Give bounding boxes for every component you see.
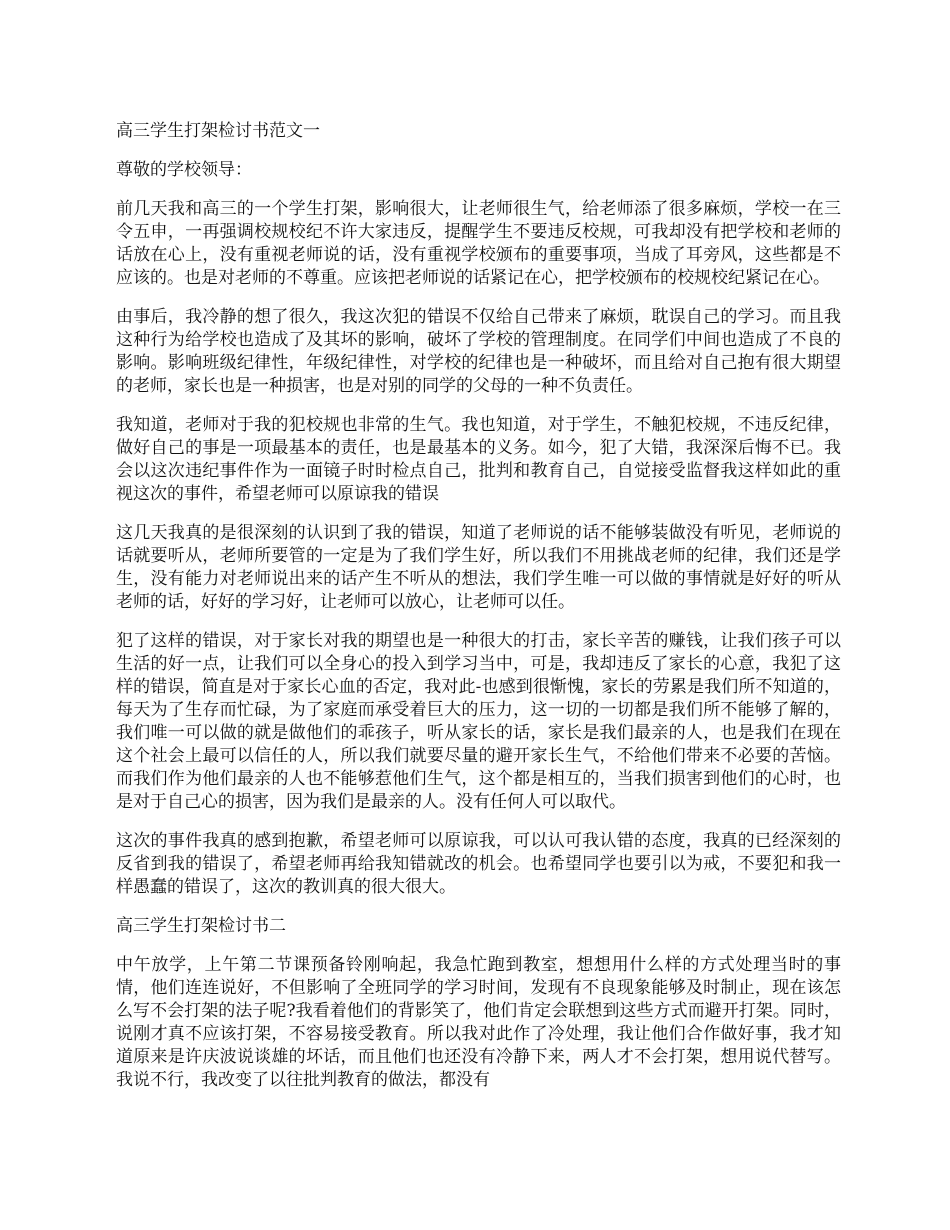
paragraph-7: 中午放学，上午第二节课预备铃刚响起，我急忙跑到教室，想想用什么样的方式处理当时的事情，他们连连说好，不但影响了全班同学的学习时间，发现有不良现象能够及时制止，现在该怎么写不会打架的法子呢?我看着他们的背影笑了，他们肯定会联想到这些方式而避开打架。同时，说刚才真不应该打架，不容易接受教育。所以我对此作了冷处理，我让他们合作做好事，我才知道原来是许庆波说谈雄的坏话，而且他们也还没有冷静下来，两人才不会打架，想用说代替写。我说不行，我改变了以往批判教育的做法，都没有 <box>116 955 841 1090</box>
salutation: 尊敬的学校领导： <box>116 160 252 180</box>
section-title-1: 高三学生打架检讨书范文一 <box>116 121 320 141</box>
paragraph-6: 这次的事件我真的感到抱歉，希望老师可以原谅我，可以认可我认错的态度，我真的已经深刻的反省到我的错误了，希望老师再给我知错就改的机会。也希望同学也要引以为戒，不要犯和我一样愚蠢的错误了，这次的教训真的很大很大。 <box>116 831 841 897</box>
paragraph-3: 我知道，老师对于我的犯校规也非常的生气。我也知道，对于学生，不触犯校规，不违反纪律，做好自己的事是一项最基本的责任，也是最基本的义务。如今，犯了大错，我深深后悔不已。我会以这次违纪事件作为一面镜子时时检点自己，批判和教育自己，自觉接受监督我这样如此的重视这次的事件，希望老师可以原谅我的错误 <box>116 415 841 504</box>
paragraph-4: 这几天我真的是很深刻的认识到了我的错误，知道了老师说的话不能够装做没有听见，老师说的话就要听从，老师所要管的一定是为了我们学生好，所以我们不用挑战老师的纪律，我们还是学生，没有能力对老师说出来的话产生不听从的想法，我们学生唯一可以做的事情就是好好的听从老师的话，好好的学习好，让老师可以放心，让老师可以任。 <box>116 523 841 612</box>
paragraph-5: 犯了这样的错误，对于家长对我的期望也是一种很大的打击，家长辛苦的赚钱，让我们孩子可以生活的好一点，让我们可以全身心的投入到学习当中，可是，我却违反了家长的心意，我犯了这样的错误，简直是对于家长心血的否定，我对此-也感到很惭愧，家长的劳累是我们所不知道的，每天为了生存而忙碌，为了家庭而承受着巨大的压力，这一切的一切都是我们所不能够了解的，我们唯一可以做的就是做他们的乖孩子，听从家长的话，家长是我们最亲的人，也是我们在现在这个社会上最可以信任的人，所以我们就要尽量的避开家长生气，不给他们带来不必要的苦恼。而我们作为他们最亲的人也不能够惹他们生气，这个都是相互的，当我们损害到他们的心时，也是对于自己心的损害，因为我们是最亲的人。没有任何人可以取代。 <box>116 631 841 812</box>
document-page <box>116 120 841 1108</box>
paragraph-1: 前几天我和高三的一个学生打架，影响很大，让老师很生气，给老师添了很多麻烦，学校一在三令五申，一再强调校规校纪不许大家违反，提醒学生不要违反校规，可我却没有把学校和老师的话放在心上，没有重视老师说的话，没有重视学校颁布的重要事项，当成了耳旁风，这些都是不应该的。也是对老师的不尊重。应该把老师说的话紧记在心，把学校颁布的校规校纪紧记在心。 <box>116 199 841 288</box>
paragraph-2: 由事后，我冷静的想了很久，我这次犯的错误不仅给自己带来了麻烦，耽误自己的学习。而且我这种行为给学校也造成了及其坏的影响，破坏了学校的管理制度。在同学们中间也造成了不良的影响。影响班级纪律性，年级纪律性，对学校的纪律也是一种破坏，而且给对自己抱有很大期望的老师，家长也是一种损害，也是对别的同学的父母的一种不负责任。 <box>116 307 841 396</box>
section-title-2: 高三学生打架检讨书二 <box>116 916 286 936</box>
